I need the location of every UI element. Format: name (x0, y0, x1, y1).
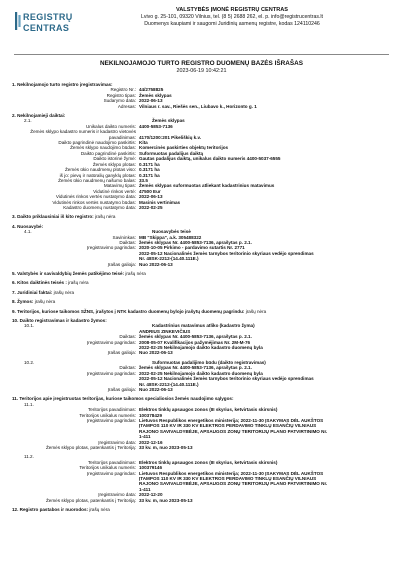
field-label: Teritorijos pavadinimas: (88, 459, 136, 465)
section-4-heading: 4. Nuosavybė: (12, 223, 44, 229)
field-value: 2022-02-25 (139, 204, 163, 210)
field-label: Įrašas galioja: (107, 386, 136, 392)
field-label: Žemės sklypo plotas, patenkantis į Teritoriją: (45, 497, 136, 503)
field-value: Lietuvos Respublikos energetikos ministerija; 2022-11-30 ĮSAKYMAS DĖL AUKŠTOS (139, 470, 324, 476)
field-label: Savininkas: (112, 234, 136, 240)
field-value: 0.3171 ha (139, 172, 160, 178)
section-6-heading: 6. Kitos daiktinės teisės : (12, 280, 67, 286)
field-label: Žemės ūkio naudmenų našumo balas: (58, 177, 136, 183)
section-2-title: Žemės sklypas (152, 118, 185, 124)
section-7-heading: 7. Juridiniai faktai: (12, 289, 53, 295)
field-label: Žemės sklypo naudojimo būdas: (70, 145, 136, 151)
field-value: Komercinės paskirties objektų teritorijos (139, 145, 229, 151)
field-value: žemės sklypas Nr. 4400-5853-7136, aprašytas p. 2.1. (139, 239, 252, 245)
field-value: 100379146 (139, 465, 162, 471)
field-value: 2020-10-05 Pirkimo - pardavimo sutartis Nr. 2771 (139, 245, 245, 251)
field-value: 33 kv. m, nuo 2023-05-13 (139, 444, 193, 450)
field-label: Įregistravimo data: (98, 439, 136, 445)
section-6-value: įrašų nėra (68, 280, 89, 286)
field-row (12, 262, 392, 267)
section-5-heading: 5. Valstybės ir savivaldybių žemės patikėjimo teisė: (12, 271, 125, 276)
field-label: Įregistravimo pagrindas: (86, 245, 136, 251)
section-4-title: Nuosavybės teisė (152, 229, 191, 235)
section-9-value: įrašų nėra (245, 308, 267, 314)
document-title: NEKILNOJAMOJO TURTO REGISTRO DUOMENŲ BAZĖS IŠRAŠAS (100, 60, 303, 67)
section-12-value: įrašų nėra (89, 507, 110, 513)
field-value: Nr. 48SK-2212-(14.40.111E.) (139, 381, 199, 387)
field-value: Elektros tinklų apsaugos zonos (III skyrius, ketvirtasis skirsnis) (139, 459, 278, 465)
subsection-number: 10.2. (24, 359, 35, 365)
subsection-rows (12, 460, 392, 503)
organization-details: Duomenys kaupiami ir saugomi Juridinių asmenų registre, kodas 124110246 (144, 21, 320, 27)
section-1-rows (12, 87, 392, 109)
field-value: Nr. 48SK-2212-(14.40.111E.) (139, 256, 199, 262)
field-label: Žemės sklypo plotas: (92, 161, 136, 167)
field-label: Teritorijos unikalus numeris: (79, 412, 136, 418)
subsection-number: 11.1. (24, 401, 34, 407)
field-label: Įregistravimo pagrindas: (86, 470, 136, 476)
section-3-value: įrašų nėra (94, 214, 116, 220)
field-label: Daiktas: (119, 239, 136, 245)
field-label: Daikto pagrindinė naudojimo paskirtis: (58, 140, 136, 146)
field-label: Daiktas: (119, 365, 136, 371)
subsection-title: Suformuotas padalijimo būdu (daikto registravimas) (152, 359, 266, 365)
logo-text-top: REGISTRŲ (23, 12, 73, 22)
field-value: 0.3171 ha (139, 161, 160, 167)
field-value: Kita (139, 140, 148, 146)
field-value: MB "Skippa", a.k. 305488322 (139, 234, 202, 240)
field-label: Unikalus daikto numeris: (85, 123, 136, 129)
field-label: Įregistravimo pagrindas: (86, 417, 136, 423)
field-label: Sudarymo data: (103, 98, 136, 104)
section-9-heading: 9. Teritorijos, kuriose taikomos SŽNS, įrašytos į NTK kadastro duomenų bylojo įrašytų duomenų pagrindu: (12, 308, 245, 314)
field-value: 2022-06-13 (139, 98, 163, 104)
field-label: Įregistravimo pagrindas: (86, 370, 136, 376)
field-label: Vidutinės rinkos vertės nustatymo data: (55, 194, 136, 200)
field-value: 4400-5853-7136 (139, 123, 173, 129)
field-value: Nuo 2022-06-13 (139, 261, 173, 267)
field-value: 2008-05-07 Kvalifikacijos pažymėjimas Nr. 2M-M-76 (139, 339, 251, 345)
field-value: Nuo 2022-06-13 (139, 350, 173, 356)
subsection-title: Kadastrinius matavimus atliko (kadastro žyma) (152, 323, 255, 329)
field-value: ĮTAMPOS 110 KV IR 330 KV ELEKTROS PERDAVIMO TINKLŲ ESANČIŲ VILNIAUS (139, 476, 317, 481)
field-row (12, 104, 392, 109)
field-value: 4170/1200:201 Pikeliškių k.v. (139, 134, 201, 140)
document-body (12, 82, 392, 512)
field-value: 2022-05-12 Nacionalinės žemės tarnybos teritorinio skyriaus vedėjo sprendimas (139, 250, 314, 256)
field-label: Registro tipas: (106, 92, 136, 98)
organization-address: Lvivo g. 25-101, 09320 Vilnius, tel. (8 5) 2688 262, el. p. info@registrucentras.lt (141, 14, 323, 20)
subsection-rows (12, 365, 392, 392)
field-value: Žemės sklypas suformuotas atliekant kadastrinius matavimus (139, 183, 275, 189)
field-value: 33 kv. m, nuo 2023-05-13 (139, 497, 193, 503)
registru-centras-logo (14, 10, 74, 40)
field-label: Matavimų tipas: (103, 183, 136, 189)
field-value: 100378429 (139, 412, 162, 418)
field-row (12, 387, 392, 392)
field-label: Įrašas galioja: (107, 261, 136, 267)
logo-mark-icon (14, 10, 23, 32)
field-value: 0.3171 ha (139, 167, 160, 173)
section-7-value: įrašų nėra (53, 289, 75, 295)
field-value: 1-411 (139, 434, 151, 440)
field-label: Įregistravimo pagrindas: (86, 339, 136, 345)
field-label: Vidutinės rinkos vertės nustatymo būdas: (52, 199, 136, 205)
field-label: iš jo: pievų ir natūralių ganyklų plotas: (59, 172, 136, 178)
section-11-heading: 11. Teritorijos apie įregistruotas teritorijas, kuriose taikomos specialiosios žemės naudojimo sąlygos: (12, 396, 234, 402)
section-1-heading: 1. Nekilnojamojo turto registro įregistravimas: (12, 82, 113, 87)
field-value: ANDRIUS ZINKEVIČIUS (139, 328, 191, 334)
field-label: pavadinimas: (108, 134, 136, 140)
field-value: ĮTAMPOS 110 KV IR 330 KV ELEKTROS PERDAVIMO TINKLŲ ESANČIŲ VILNIAUS (139, 423, 317, 429)
field-value: RAJONO SAVIVALDYBĖJE, APSAUGOS ZONŲ TERITORIJŲ PLANO PATVIRTINIMO Nr. (139, 428, 328, 434)
section-5-value: įrašų nėra (125, 271, 146, 276)
section-11-items (12, 402, 392, 503)
field-value: Elektros tinklų apsaugos zonos (III skyrius, ketvirtasis skirsnis) (139, 407, 278, 413)
organization-name: VALSTYBĖS ĮMONĖ REGISTRŲ CENTRAS (175, 7, 289, 13)
field-value: 47500 Eur (139, 188, 161, 194)
field-row (12, 205, 392, 210)
field-label: Teritorijos pavadinimas: (88, 407, 136, 413)
field-label: Daikto pagrindinė paskirtis: (80, 150, 136, 156)
document-date: 2023-06-19 10:42:21 (176, 68, 227, 74)
organization-info (92, 7, 372, 28)
field-row (12, 350, 392, 355)
field-label: Adresas: (117, 103, 136, 109)
field-value: 2022-12-16 (139, 439, 163, 445)
section-3-heading: 3. Daikto priklausiniai iš kito registro: (12, 214, 94, 220)
logo-text-bottom: CENTRAS (23, 23, 70, 33)
field-value: žemės sklypas Nr. 4400-5853-7136, aprašytas p. 2.1. (139, 334, 252, 340)
section-2-heading: 2. Nekilnojamieji daiktai: (12, 113, 66, 119)
field-value: 2022-05-12 Nacionalinės žemės tarnybos teritorinio skyriaus vedėjo sprendimas (139, 376, 314, 382)
subsection-number: 11.2. (24, 454, 34, 460)
field-label: Žemės ūkio naudmenų plotas viso: (65, 167, 136, 173)
field-value: Gautas padalijus daiktą, unikalus daikto numeris 4400-5037-6555 (139, 156, 281, 162)
field-value: Vilniaus r. sav., Riešės sen., Liubavo k., Horizonto g. 1 (139, 103, 257, 109)
field-value: 2022-06-13 (139, 194, 163, 200)
field-value: 2022-02-25 Nekilnojamojo daikto kadastro duomenų byla (139, 370, 263, 376)
section-8-heading: 8. Žymos: (12, 299, 34, 305)
field-label: Įregistravimo data: (98, 492, 136, 498)
section-12 (12, 507, 392, 512)
subsection-number: 10.1. (24, 323, 35, 329)
field-label: Registro Nr.: (110, 87, 136, 93)
field-value: Žemės sklypas (139, 92, 172, 98)
section-4-number: 4.1. (24, 229, 32, 235)
field-label: Daiktas: (119, 334, 136, 340)
field-label: Vidutinė rinkos vertė: (93, 188, 136, 194)
section-10-items (12, 323, 392, 392)
field-label: Įrašas galioja: (107, 350, 136, 356)
section-4-rows (12, 235, 392, 267)
section-2-rows (12, 124, 392, 211)
field-label: Kadastro duomenų nustatymo data: (63, 204, 136, 210)
field-value: Nuo 2022-06-13 (139, 386, 173, 392)
field-value: Lietuvos Respublikos energetikos ministerija; 2022-11-30 ĮSAKYMAS DĖL AUKŠTOS (139, 417, 324, 423)
field-row (12, 445, 392, 450)
section-10-heading: 10. Daikto registravimas ir kadastro žymos: (12, 318, 107, 324)
field-value: 1-411 (139, 486, 151, 492)
field-value: Masinis vertinimas (139, 199, 181, 205)
field-value: žemės sklypas Nr. 4400-5853-7136, aprašytas p. 2.1. (139, 365, 252, 371)
field-row (12, 498, 392, 503)
field-value: RAJONO SAVIVALDYBĖJE, APSAUGOS ZONŲ TERITORIJŲ PLANO PATVIRTINIMO Nr. (139, 481, 328, 487)
section-12-heading: 12. Registro pastabos ir nuorodos: (12, 507, 89, 513)
document-header (0, 4, 403, 52)
section-8-value: įrašų nėra (34, 299, 56, 305)
field-label: Daikto istorinė žymė: (93, 156, 136, 162)
field-label: Teritorijos unikalus numeris: (79, 465, 136, 471)
field-value: Suformuotas padalijus daiktą (139, 150, 204, 156)
field-value: 44/2758825 (139, 87, 164, 93)
section-2-number: 2.1. (24, 118, 32, 124)
subsection-rows (12, 329, 392, 356)
field-value: 2022-12-20 (139, 492, 163, 498)
header-divider (14, 54, 389, 55)
field-label: Žemės sklypo plotas, patenkantis į Teritoriją: (45, 444, 136, 450)
field-label: Žemės sklypo kadastro numeris ir kadastro vietovės (30, 129, 136, 135)
field-value: 2022-02-25 Nekilnojamojo daikto kadastro duomenų byla (139, 345, 263, 351)
field-value: 33.5 (139, 177, 148, 183)
subsection-rows (12, 407, 392, 450)
